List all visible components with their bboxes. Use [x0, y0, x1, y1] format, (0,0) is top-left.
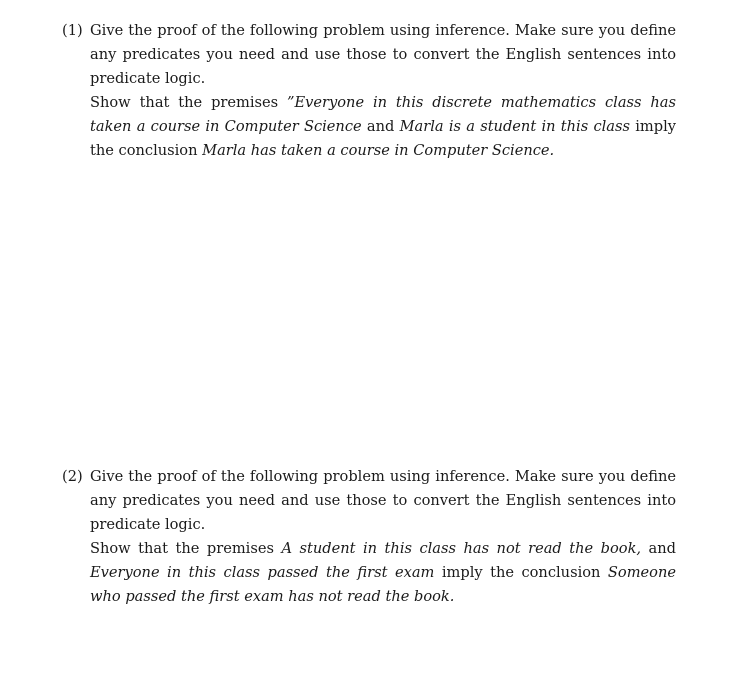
premise-b: Everyone in this class passed the first exam	[90, 564, 435, 581]
problem-number: (2)	[62, 468, 83, 485]
problem-statement	[90, 91, 676, 163]
problem-number: (1)	[62, 22, 83, 39]
statement-connector: and	[641, 540, 676, 557]
conclusion: Someone who passed the first exam has not read the book.	[90, 564, 676, 605]
problem-instruction: Give the proof of the following problem using inference. Make sure you define any predicates you need and use those to convert the English sentences into predicate logic.	[90, 22, 676, 87]
problem-instruction: Give the proof of the following problem using inference. Make sure you define any predicates you need and use those to convert the English sentences into predicate logic.	[90, 468, 676, 533]
premise-b: Marla is a student in this class	[399, 118, 630, 135]
statement-lead: Show that the premises	[90, 94, 288, 111]
premise-a: A student in this class has not read the book,	[281, 540, 642, 557]
conclusion: Marla has taken a course in Computer Science.	[202, 142, 555, 159]
problem-1	[62, 19, 676, 163]
problem-body	[90, 465, 676, 609]
statement-connector: imply the conclusion	[434, 564, 608, 581]
statement-connector: imply the conclusion	[90, 118, 676, 159]
statement-connector: and	[361, 118, 400, 135]
statement-lead: Show that the premises	[90, 540, 282, 557]
problem-body	[90, 19, 676, 163]
problem-2	[62, 465, 676, 609]
premise-a: ”Everyone in this discrete mathematics class has taken a course in Computer Science	[90, 94, 676, 135]
problem-statement	[90, 537, 676, 609]
